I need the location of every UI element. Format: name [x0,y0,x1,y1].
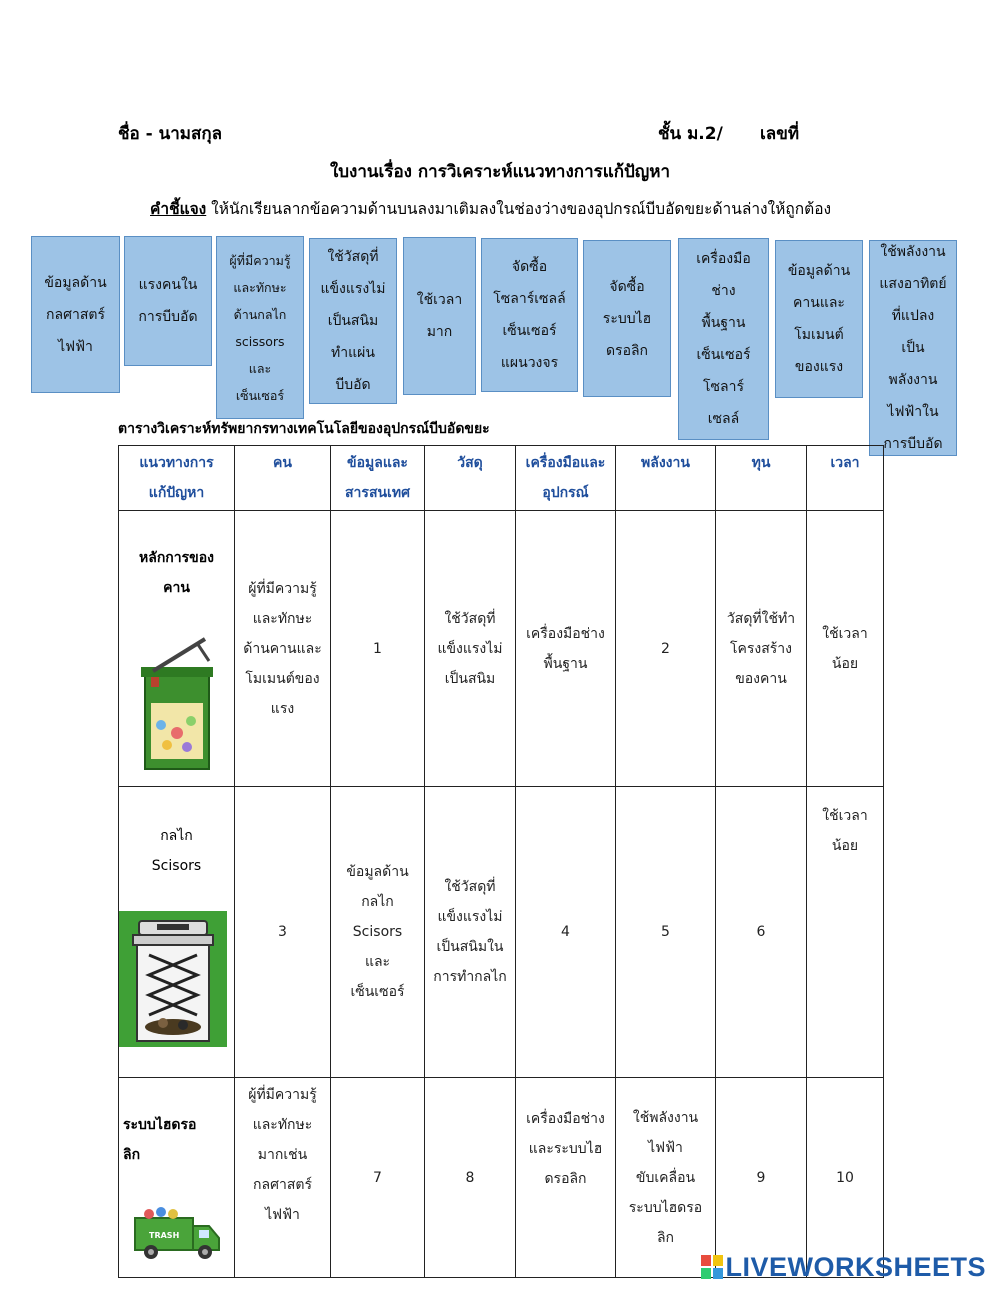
table-row [119,787,884,1078]
table-cell: ผู้ที่มีความรู้ และทักษะ ด้านคานและ โมเมนต์ของ แรง [235,511,331,787]
answer-slot-2[interactable]: 2 [616,511,716,787]
drag-card-8[interactable]: เครื่องมือ ช่าง พื้นฐาน เซ็นเซอร์ โซลาร์ เซลล์ [678,238,769,440]
row-heading-lever [119,511,235,787]
answer-slot-8[interactable]: 8 [425,1078,516,1278]
liveworksheets-logo [701,1252,986,1283]
scissor-trash-bin-icon [119,911,227,1047]
table-header-row [119,446,884,511]
answer-slot-1[interactable]: 1 [331,511,425,787]
table-cell: เครื่องมือช่าง และระบบไฮ ดรอลิก [516,1078,616,1278]
header-cell: เครื่องมือและ อุปกรณ์ [516,446,616,511]
row-title: กลไก Scisors [151,828,202,874]
row-heading-scissors [119,787,235,1078]
drag-card-1[interactable]: ข้อมูลด้าน กลศาสตร์ ไฟฟ้า [31,236,120,393]
name-label: ชื่อ - นามสกุล [118,124,223,144]
drag-card-7[interactable]: จัดซื้อ ระบบไฮ ดรอลิก [583,240,671,397]
answer-slot-3[interactable]: 3 [235,787,331,1078]
truck-label: TRASH [149,1231,180,1240]
liveworksheets-mark-icon [701,1255,723,1279]
table-cell: ใช้เวลา น้อย [807,787,884,1078]
header-cell: คน [235,446,331,511]
table-cell: ผู้ที่มีความรู้ และทักษะ มากเช่น กลศาสตร์ ไฟฟ้า [235,1078,331,1278]
drag-card-5[interactable]: ใช้เวลา มาก [403,237,476,395]
answer-slot-5[interactable]: 5 [616,787,716,1078]
analysis-table [118,445,884,1278]
header-cell: แนวทางการ แก้ปัญหา [119,446,235,511]
table-cell: ใช้พลังงาน ไฟฟ้า ขับเคลื่อน ระบบไฮดรอ ลิก [616,1078,716,1278]
table-cell: เครื่องมือช่าง พื้นฐาน [516,511,616,787]
drag-card-6[interactable]: จัดซื้อ โซลาร์เซลล์ เซ็นเซอร์ แผนวงจร [481,238,578,392]
table-cell: ใช้วัสดุที่ แข็งแรงไม่ เป็นสนิมใน การทำกลไก [425,787,516,1078]
row-title: หลักการของ คาน [139,550,214,596]
page-title: ใบงานเรื่อง การวิเคราะห์แนวทางการแก้ปัญหา [329,162,671,182]
answer-slot-9[interactable]: 9 [716,1078,807,1278]
table-cell: วัสดุที่ใช้ทำ โครงสร้าง ของคาน [716,511,807,787]
header-cell: เวลา [807,446,884,511]
instruction-label: คำชี้แจง [150,200,207,218]
table-cell: ใช้วัสดุที่ แข็งแรงไม่ เป็นสนิม [425,511,516,787]
lever-trash-bin-icon [137,633,217,773]
table-caption: ตารางวิเคราะห์ทรัพยากรทางเทคโนโลยีของอุปกรณ์บีบอัดขยะ [118,421,490,437]
number-label: เลขที่ [760,124,800,144]
instruction-text: ให้นักเรียนลากข้อความด้านบนลงมาเติมลงในช่องว่างของอุปกรณ์บีบอัดขยะด้านล่างให้ถูกต้อง [206,200,832,218]
table-cell: ใช้เวลา น้อย [807,511,884,787]
drag-card-2[interactable]: แรงคนใน การบีบอัด [124,236,212,366]
header-cell: ข้อมูลและ สารสนเทศ [331,446,425,511]
answer-slot-6[interactable]: 6 [716,787,807,1078]
class-label: ชั้น ม.2/ [658,124,723,144]
drag-card-4[interactable]: ใช้วัสดุที่ แข็งแรงไม่ เป็นสนิม ทำแผ่น บีบอัด [309,238,397,404]
header-cell: วัสดุ [425,446,516,511]
answer-slot-7[interactable]: 7 [331,1078,425,1278]
answer-slot-4[interactable]: 4 [516,787,616,1078]
row-heading-hydraulic [119,1078,235,1278]
row-title: ระบบไฮดรอ ลิก [123,1117,197,1163]
table-row [119,511,884,787]
instruction [150,196,831,221]
header-cell: ทุน [716,446,807,511]
header-cell: พลังงาน [616,446,716,511]
garbage-truck-icon [129,1200,225,1264]
drag-card-3[interactable]: ผู้ที่มีความรู้ และทักษะ ด้านกลไก scissors และ เซ็นเซอร์ [216,236,304,419]
answer-slot-10[interactable]: 10 [807,1078,884,1278]
table-row [119,1078,884,1278]
logo-text: LIVEWORKSHEETS [725,1252,986,1282]
drag-card-9[interactable]: ข้อมูลด้าน คานและ โมเมนต์ ของแรง [775,240,863,398]
table-cell: ข้อมูลด้าน กลไก Scisors และ เซ็นเซอร์ [331,787,425,1078]
drag-card-10[interactable]: ใช้พลังงาน แสงอาทิตย์ ที่แปลง เป็น พลังงาน ไฟฟ้าใน การบีบอัด [869,240,957,456]
